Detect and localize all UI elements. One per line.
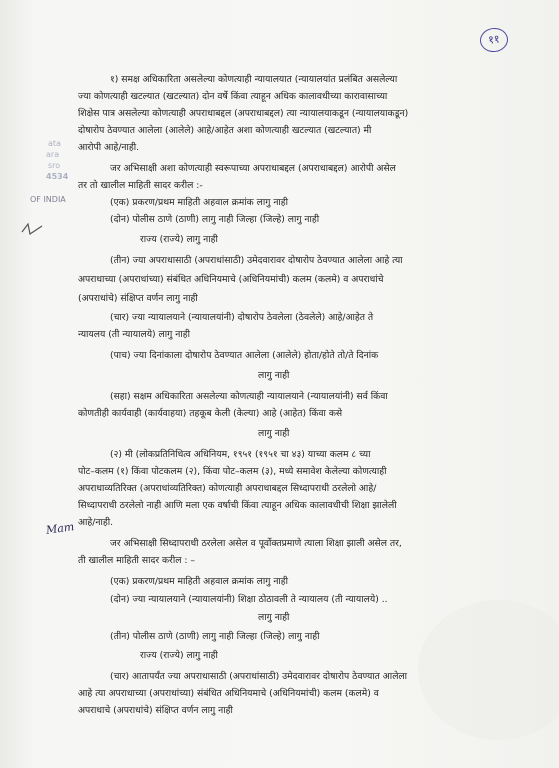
handwritten-signature: Mam (45, 520, 76, 537)
text-line: लागु नाही (258, 612, 290, 623)
text-line: (सहा) सक्षम अधिकारिता असलेल्या कोणत्याही न्यायालयाने (न्यायालयांनी) सर्व किंवा (110, 391, 388, 402)
page-number: ११ (479, 27, 509, 54)
text-line: (एक) प्रकरण/प्रथम माहिती अहवाल क्रमांक लागु नाही (110, 197, 289, 208)
text-line: ज्या कोणत्याही खटल्यात (खटल्यात) दोन वर्षे किंवा त्याहून अधिक कालावधीच्या कारावासाच्या (78, 91, 388, 102)
page-shadow (418, 600, 559, 740)
text-line: लागु नाही (258, 370, 290, 381)
text-line: (चार) आतापर्यंत ज्या अपराधासाठी (अपराधांसाठी) उमेदवारावर दोषारोप ठेवण्यात आलेला (110, 671, 408, 682)
text-line: आहे त्या अपराधाच्या (अपराधांच्या) संबंधित अधिनियमाचे (अधिनियमांची) कलम (कलमे) व (78, 688, 379, 699)
text-line: (दोन) पोलीस ठाणे (ठाणी) लागु नाही जिल्हा (जिल्हे) लागु नाही (110, 214, 320, 225)
text-line: (चार) ज्या न्यायालयाने (न्यायालयांनी) दोषारोप ठेवलेला (ठेवलेले) आहे/आहेत ते (110, 312, 374, 323)
text-line: आहे/नाही. (78, 517, 114, 528)
notary-stamp: ata ara sro 4534 (46, 139, 69, 181)
text-line: जर अभिसाक्षी सिध्दापराधी ठरलेला असेल व पूर्वोक्तप्रमाणे त्याला शिक्षा झाली असेल तर, (110, 538, 402, 549)
text-line: (तीन) ज्या अपराधासाठी (अपराधांसाठी) उमेदवारावर दोषारोप ठेवण्यात आलेला आहे त्या (110, 255, 403, 266)
text-line: (तीन) पोलीस ठाणे (ठाणी) लागु नाही जिल्हा (जिल्हे) लागु नाही (110, 631, 320, 642)
text-line: पोट–कलम (१) किंवा पोटकलम (२), किंवा पोट–कलम (३), मध्ये समावेश केलेल्या कोणत्याही (78, 466, 387, 477)
stamp-text: OF INDIA (30, 195, 66, 204)
text-line: राज्य (राज्ये) लागु नाही (140, 234, 218, 245)
text-line: अपराधाव्यतिरिक्त (अपराधांव्यतिरिक्त) कोणत्याही अपराधाबद्दल सिध्दापराधी ठरलेलो आहे/ (78, 483, 377, 494)
text-line: न्यायलय (ती न्यायालये) लागु नाही (78, 329, 190, 340)
text-line: १) समक्ष अधिकारिता असलेल्या कोणत्याही न्यायालयात (न्यायालयांत प्रलंबित असलेल्या (110, 74, 398, 85)
text-line: सिध्दापराधी ठरलेलो नाही आणि मला एक वर्षाची किंवा त्याहून अधिक कालावधीची शिक्षा झालेली (78, 500, 397, 511)
text-line: (अपराधांचे) संक्षिप्त वर्णन लागु नाही (78, 293, 198, 304)
text-line: आरोपी आहे/नाही. (78, 142, 140, 153)
text-line: (२) मी (लोकप्रतिनिधित्व अधिनियम, १९५१ (१९५१ चा ४३) याच्या कलम ८ च्या (110, 449, 371, 460)
text-line: (दोन) ज्या न्यायालयाने (न्यायालयांनी) शिक्षा ठोठावली ते न्यायालय (ती न्यायालये) .. (110, 594, 388, 605)
text-line: तर तो खालील माहिती सादर करील :- (78, 180, 203, 191)
text-line: शिक्षेस पात्र असलेल्या कोणत्याही अपराधाबद्दल (अपराधाबद्दल) त्या न्यायालयाकडून (न्यायालयाकडून) (78, 108, 409, 119)
text-line: राज्य (राज्ये) लागु नाही (140, 650, 218, 661)
pen-mark-icon (20, 222, 44, 236)
text-line: (पाच) ज्या दिनांकाला दोषारोप ठेवण्यात आलेला (आलेले) होता/होते तो/ते दिनांक (110, 350, 379, 361)
text-line: जर अभिसाक्षी अशा कोणत्याही स्वरूपाच्या अपराधाबद्दल (अपराधाबद्दल) आरोपी असेल (110, 163, 396, 174)
text-line: अपराधाचे (अपराधांचे) संक्षिप्त वर्णन लागु नाही (78, 705, 233, 716)
text-line: दोषारोप ठेवण्यात आलेला (आलेले) आहे/आहेत अशा कोणत्याही खटल्यात (खटल्यात) मी (78, 125, 372, 136)
text-line: (एक) प्रकरण/प्रथम माहिती अहवाल क्रमांक लागु नाही (110, 576, 289, 587)
text-line: अपराधाच्या (अपराधांच्या) संबंधित अधिनियमाचे (अधिनियमांची) कलम (कलमे) व अपराधांचे (78, 274, 384, 285)
text-line: ती खालील माहिती सादर करील : – (78, 555, 195, 566)
text-line: कोणतीही कार्यवाही (कार्यवाहया) तहकूब केली (केल्या) आहे (आहेत) किंवा कसे (78, 408, 343, 419)
text-line: लागु नाही (258, 428, 290, 439)
